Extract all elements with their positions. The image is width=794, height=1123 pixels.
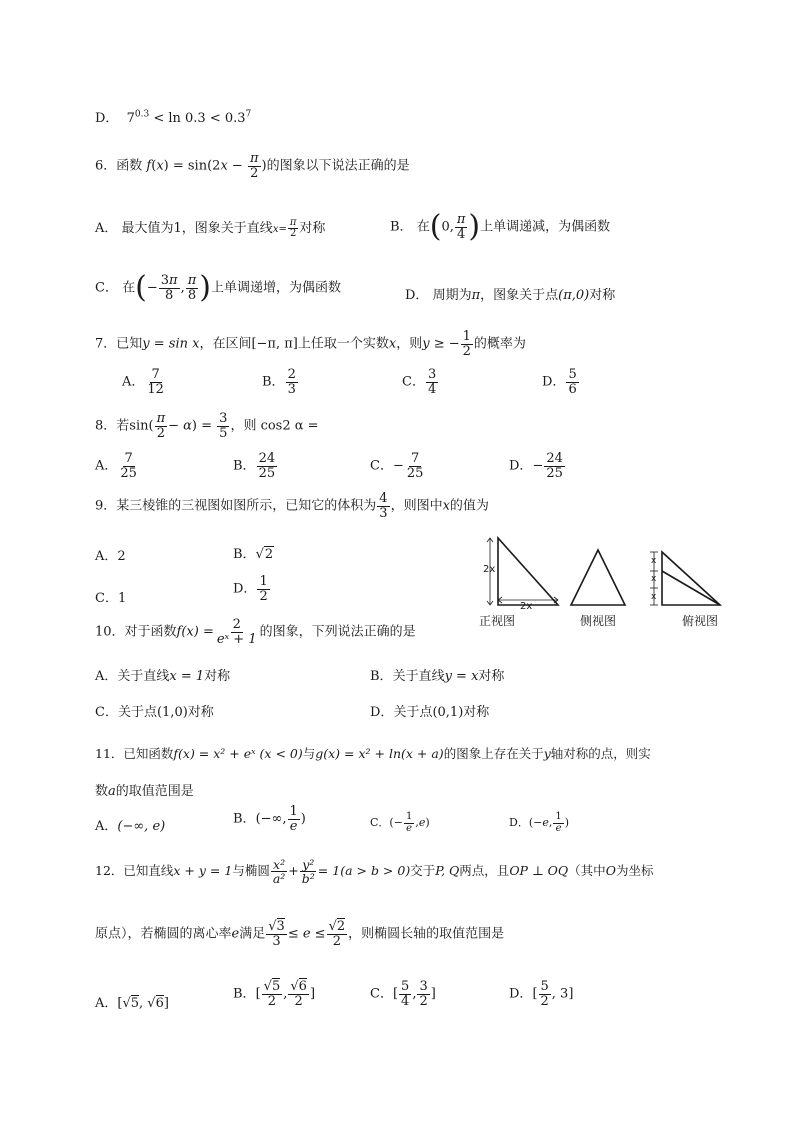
q7-option-b: B． $\frac{2}{3}$ (262, 367, 296, 397)
top-x-label-3: x (651, 592, 657, 602)
q9-option-a: A．2 (95, 549, 126, 564)
option-label: D． (95, 111, 119, 126)
q7-stem: 7．已知y = sin x，在区间[−π, π]上任取一个实数x，则y ≥ − $\frac{1}{2}$ 的概率为 (95, 329, 526, 359)
q9-option-b: B．√2 (233, 547, 274, 562)
q8-option-a: A． $\frac{7}{25}$ (95, 451, 137, 481)
q8-option-b: B． $\frac{24}{25}$ (233, 451, 276, 481)
q6-option-b: B． 在(0, $\frac{\pi}{4}$ )上单调递减，为偶函数 (390, 209, 611, 244)
front-view-caption: 正视图 (479, 614, 516, 628)
q9-option-c: C．1 (95, 591, 127, 606)
q12-option-a: A．[√5, √6] (95, 996, 169, 1011)
q10-option-d: D．关于点(0,1)对称 (370, 705, 490, 720)
q10-option-b: B．关于直线y = x对称 (370, 669, 505, 684)
side-view-triangle (571, 550, 625, 605)
q10-option-a: A．关于直线x = 1对称 (95, 669, 231, 684)
top-view-triangle (662, 552, 720, 605)
q6-option-d: D． 周期为π，图象关于点(π,0)对称 (405, 288, 616, 303)
q10-stem: 10．对于函数f(x) = $\frac{2}{\text{eˣ + 1}}$ 的图象，下列说法正确的是 (95, 617, 416, 647)
q12-option-c: C．[ $\frac{5}{4}$ , $\frac{3}{2}$ ] (370, 979, 436, 1009)
side-view-caption: 侧视图 (580, 614, 617, 628)
three-view-figure (470, 530, 730, 610)
q11-stem-line2: 数a的取值范围是 (95, 784, 194, 799)
q9-stem: 9．某三棱锥的三视图如图所示，已知它的体积为 $\frac{4}{3}$ ，则图中x的值为 (95, 491, 489, 521)
front-width-label: 2x (520, 601, 533, 610)
top-x-label-2: x (651, 574, 657, 584)
top-x-label-1: x (651, 556, 657, 566)
q8-stem: 8．若sin( $\frac{\pi}{2}$ − α) = $\frac{3}{5}$ ，则 cos2 α = (95, 411, 319, 441)
q7-option-d: D． $\frac{5}{6}$ (542, 367, 577, 397)
q10-option-c: C．关于点(1,0)对称 (95, 705, 214, 720)
q6-option-c: C． 在(− $\frac{3\pi}{8}$ , $\frac{\pi}{8}$ )上单调递增，为偶函数 (95, 270, 341, 305)
front-view-triangle (498, 538, 558, 605)
top-view-caption: 俯视图 (682, 614, 719, 628)
q9-option-d: D． $\frac{1}{2}$ (233, 574, 268, 604)
front-height-label: 2x (483, 564, 496, 575)
q8-option-d: D．− $\frac{24}{25}$ (509, 451, 563, 481)
q12-option-d: D．[ $\frac{5}{2}$ , 3] (509, 979, 574, 1009)
q11-stem-line1: 11．已知函数f(x) = x² + eˣ (x < 0)与g(x) = x² + ln(x + a)的图象上存在关于y轴对称的点，则实 (95, 746, 651, 761)
q7-option-a: A． $\frac{7}{12}$ (122, 367, 164, 397)
q11-option-a: A．(−∞, e) (95, 819, 166, 834)
q11-option-c: C．(− $\frac{1}{e}$ ,e) (370, 811, 430, 834)
q8-option-c: C．− $\frac{7}{25}$ (370, 451, 424, 481)
q11-option-b: B．(−∞, $\frac{1}{e}$ ) (233, 804, 306, 834)
q6-stem: 6．函数 f(x) = sin(2x − $\frac{\pi}{2}$ )的图象以下说法正确的是 (95, 151, 410, 181)
q12-stem-line2: 原点），若椭圆的离心率e满足 $\frac{√3}{3}$ ≤ e ≤ $\frac{√2}{2}$ ，则椭圆长轴的取值范围是 (95, 919, 505, 949)
q12-option-b: B．[ $\frac{√5}{2}$ , $\frac{√6}{2}$ ] (233, 979, 316, 1009)
q6-option-a: A． 最大值为1，图象关于直线x= $\frac{\pi}{2}$ 对称 (95, 216, 326, 239)
q5-option-d: D． $7^{0.3} < \ln 0.3 < 0.3^7$ (95, 109, 252, 126)
q11-option-d: D．(−e, $\frac{1}{e}$ ) (509, 811, 570, 834)
q12-stem-line1: 12．已知直线x + y = 1与椭圆 $\frac{\text{x²}}{\text{a²}}$ + $\frac{\text{y²}}{\text{b²}}$ = 1(a > b > 0)交于P, Q两点，且OP ⊥ OQ（其中O为坐标 (95, 857, 654, 887)
q7-option-c: C． $\frac{3}{4}$ (402, 367, 437, 397)
